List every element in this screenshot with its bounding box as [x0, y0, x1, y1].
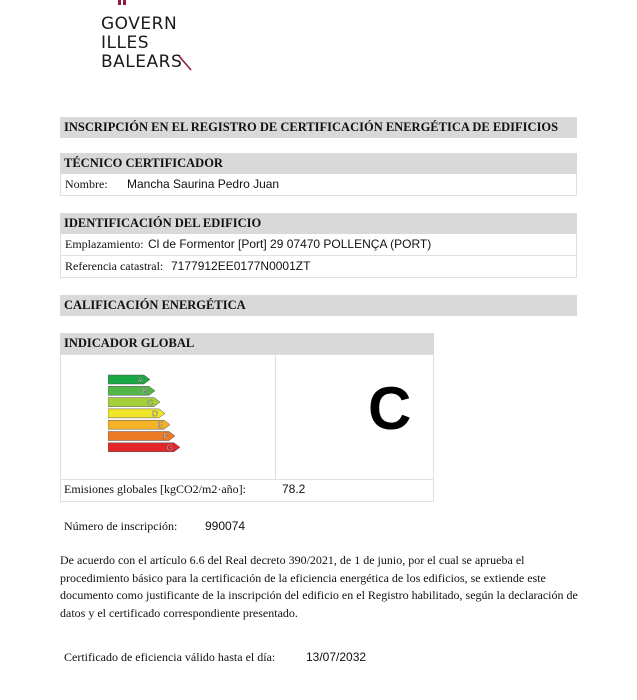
- nombre-value: Mancha Saurina Pedro Juan: [127, 177, 280, 191]
- logo-line-2: ILLES: [101, 33, 149, 53]
- edificio-heading: IDENTIFICACIÓN DEL EDIFICIO: [60, 213, 577, 234]
- calificacion-heading: CALIFICACIÓN ENERGÉTICA: [60, 295, 577, 316]
- energy-class-a-arrow: [108, 375, 150, 384]
- energy-class-c-label: C: [147, 398, 153, 408]
- emplazamiento-row: [60, 234, 577, 256]
- logo-mark-icon: [118, 0, 130, 5]
- energy-class-f-label: F: [163, 432, 168, 442]
- logo-line-1: GOVERN: [101, 14, 178, 34]
- energy-scale-chart: [108, 373, 198, 459]
- indicador-divider: [275, 354, 276, 479]
- energy-class-g-label: G: [166, 443, 173, 453]
- emisiones-label: Emisiones globales [kgCO2/m2·año]:: [64, 482, 246, 496]
- referencia-row: [60, 256, 577, 278]
- inscripcion-label: Número de inscripción:: [64, 519, 178, 533]
- indicador-hline: [60, 479, 434, 480]
- govern-illes-balears-logo: [98, 0, 208, 80]
- energy-class-b-label: B: [142, 387, 148, 396]
- indicador-global-heading: INDICADOR GLOBAL: [60, 333, 434, 354]
- emplazamiento-label: Emplazamiento:: [65, 237, 144, 251]
- validez-value: 13/07/2032: [306, 650, 367, 664]
- logo-line-3: BALEARS: [101, 52, 183, 72]
- tecnico-nombre-row: [60, 174, 577, 196]
- tecnico-heading: TÉCNICO CERTIFICADOR: [60, 153, 577, 174]
- document-title: INSCRIPCIÓN EN EL REGISTRO DE CERTIFICACIÓN ENERGÉTICA DE EDIFICIOS: [60, 117, 577, 138]
- legal-paragraph: De acuerdo con el artículo 6.6 del Real decreto 390/2021, de 1 de junio, por el cual se aprueba el procedimiento básico para la certificación de la eficiencia energética de los edificios, se extiende este documento como justificante de la inscripción del edificio en el Registro habilitado, según la declaración de datos y el certificado correspondiente presentado.: [60, 553, 578, 620]
- energy-class-e-label: E: [157, 420, 163, 430]
- emplazamiento-value: Cl de Formentor [Port] 29 07470 POLLENÇA (PORT): [148, 237, 432, 251]
- logo-slash-icon: [178, 55, 192, 71]
- energy-class-a-label: A: [137, 375, 143, 385]
- referencia-value: 7177912EE0177N0001ZT: [171, 259, 311, 273]
- emisiones-value: 78.2: [282, 482, 306, 496]
- referencia-label: Referencia catastral:: [65, 259, 164, 273]
- inscripcion-value: 990074: [205, 519, 246, 533]
- nombre-label: Nombre:: [65, 177, 108, 191]
- energy-class-d-label: D: [152, 409, 158, 419]
- energy-rating-letter: C: [368, 375, 412, 442]
- validez-label: Certificado de eficiencia válido hasta el día:: [64, 650, 276, 664]
